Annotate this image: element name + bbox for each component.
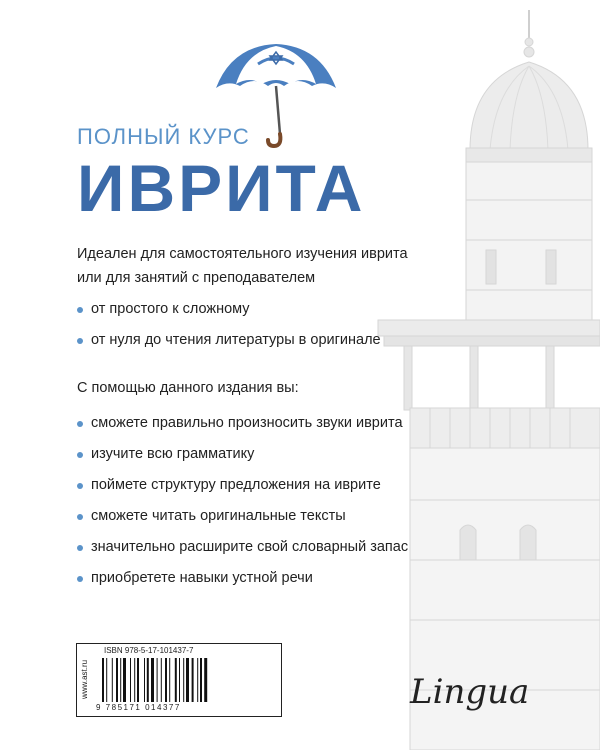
benefits-heading: С помощью данного издания вы: <box>77 380 299 396</box>
title-small: ПОЛНЫЙ КУРС <box>77 124 250 149</box>
list-item: от простого к сложному <box>77 301 381 332</box>
minaret-illustration <box>370 0 600 750</box>
list-item: значительно расширите свой словарный запас <box>77 539 408 570</box>
page-title: ИВРИТА <box>77 151 366 225</box>
list-item: от нуля до чтения литературы в оригинале <box>77 332 381 363</box>
list-item: поймете структуру предложения на иврите <box>77 477 408 508</box>
intro-text: Идеален для самостоятельного изучения иврита или для занятий с преподавателем <box>77 246 408 286</box>
publisher-logo: Lingua <box>410 672 530 712</box>
benefits-list <box>77 415 408 601</box>
list-item: сможете правильно произносить звуки иврита <box>77 415 408 446</box>
barcode-digits: 9 785171 014377 <box>96 703 181 712</box>
website-label: www.ast.ru <box>80 659 89 699</box>
barcode-icon <box>100 658 276 704</box>
list-item: сможете читать оригинальные тексты <box>77 508 408 539</box>
isbn-label: ISBN 978-5-17-101437-7 <box>104 646 194 655</box>
features-list <box>77 301 381 363</box>
list-item: изучите всю грамматику <box>77 446 408 477</box>
list-item: приобретете навыки устной речи <box>77 570 408 601</box>
